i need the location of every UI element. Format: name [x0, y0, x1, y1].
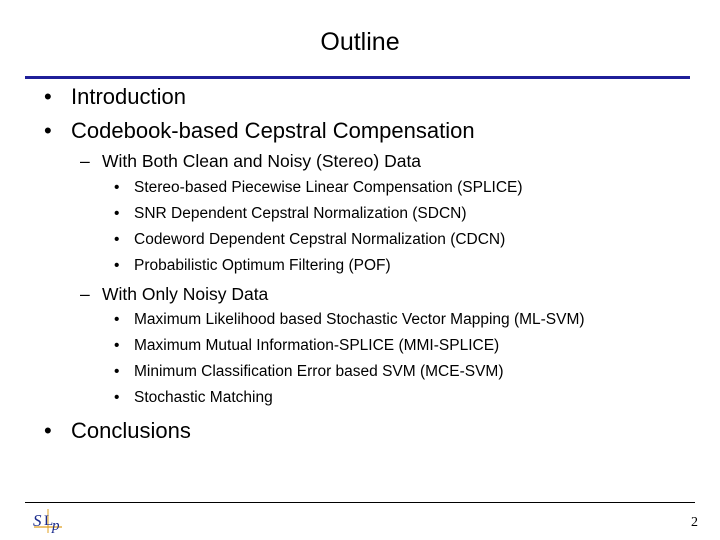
bullet: • — [44, 118, 52, 143]
bullet: • — [114, 337, 120, 354]
outline-subitem-label: With Only Noisy Data — [102, 284, 269, 304]
list-item-label: SNR Dependent Cepstral Normalization (SDCN) — [134, 205, 467, 222]
list-item-label: Maximum Likelihood based Stochastic Vector Mapping (ML-SVM) — [134, 311, 585, 328]
bullet: • — [114, 389, 120, 406]
bullet: • — [114, 257, 120, 274]
list-item — [114, 230, 674, 250]
list-item — [114, 178, 674, 198]
bullet: • — [114, 205, 120, 222]
list-item-label: Stochastic Matching — [134, 389, 273, 406]
bullet: • — [44, 84, 52, 109]
outline-item-introduction — [44, 84, 644, 110]
slide-title: Outline — [320, 28, 400, 56]
dash-bullet: – — [80, 284, 90, 304]
outline-item-label: Conclusions — [71, 418, 191, 443]
outline-item-codebook — [44, 118, 644, 144]
outline-subitem-stereo — [80, 150, 640, 172]
list-item — [114, 310, 694, 330]
list-item — [114, 204, 674, 224]
svg-text:S: S — [33, 511, 42, 530]
list-item — [114, 336, 674, 356]
bullet: • — [114, 363, 120, 380]
page-number: 2 — [691, 515, 698, 530]
list-item-label: Maximum Mutual Information-SPLICE (MMI-SPLICE) — [134, 337, 500, 354]
list-item-label: Minimum Classification Error based SVM (MCE-SVM) — [134, 363, 504, 380]
title-underline — [25, 76, 690, 79]
list-item-label: Probabilistic Optimum Filtering (POF) — [134, 257, 391, 274]
outline-item-conclusions — [44, 418, 644, 444]
list-item-label: Stereo-based Piecewise Linear Compensation (SPLICE) — [134, 179, 523, 196]
dash-bullet: – — [80, 151, 90, 171]
svg-text:p: p — [52, 518, 60, 534]
list-item — [114, 256, 674, 276]
bullet: • — [44, 418, 52, 443]
list-item — [114, 362, 674, 382]
outline-subitem-noisy — [80, 283, 640, 305]
list-item — [114, 388, 674, 408]
footer-divider — [25, 502, 695, 503]
outline-item-label: Codebook-based Cepstral Compensation — [71, 118, 475, 143]
bullet: • — [114, 311, 120, 328]
bullet: • — [114, 231, 120, 248]
list-item-label: Codeword Dependent Cepstral Normalization (CDCN) — [134, 231, 506, 248]
slp-lab-logo-icon — [30, 505, 66, 535]
svg-text:L: L — [44, 513, 54, 529]
outline-item-label: Introduction — [71, 84, 186, 109]
outline-subitem-label: With Both Clean and Noisy (Stereo) Data — [102, 151, 422, 171]
bullet: • — [114, 179, 120, 196]
